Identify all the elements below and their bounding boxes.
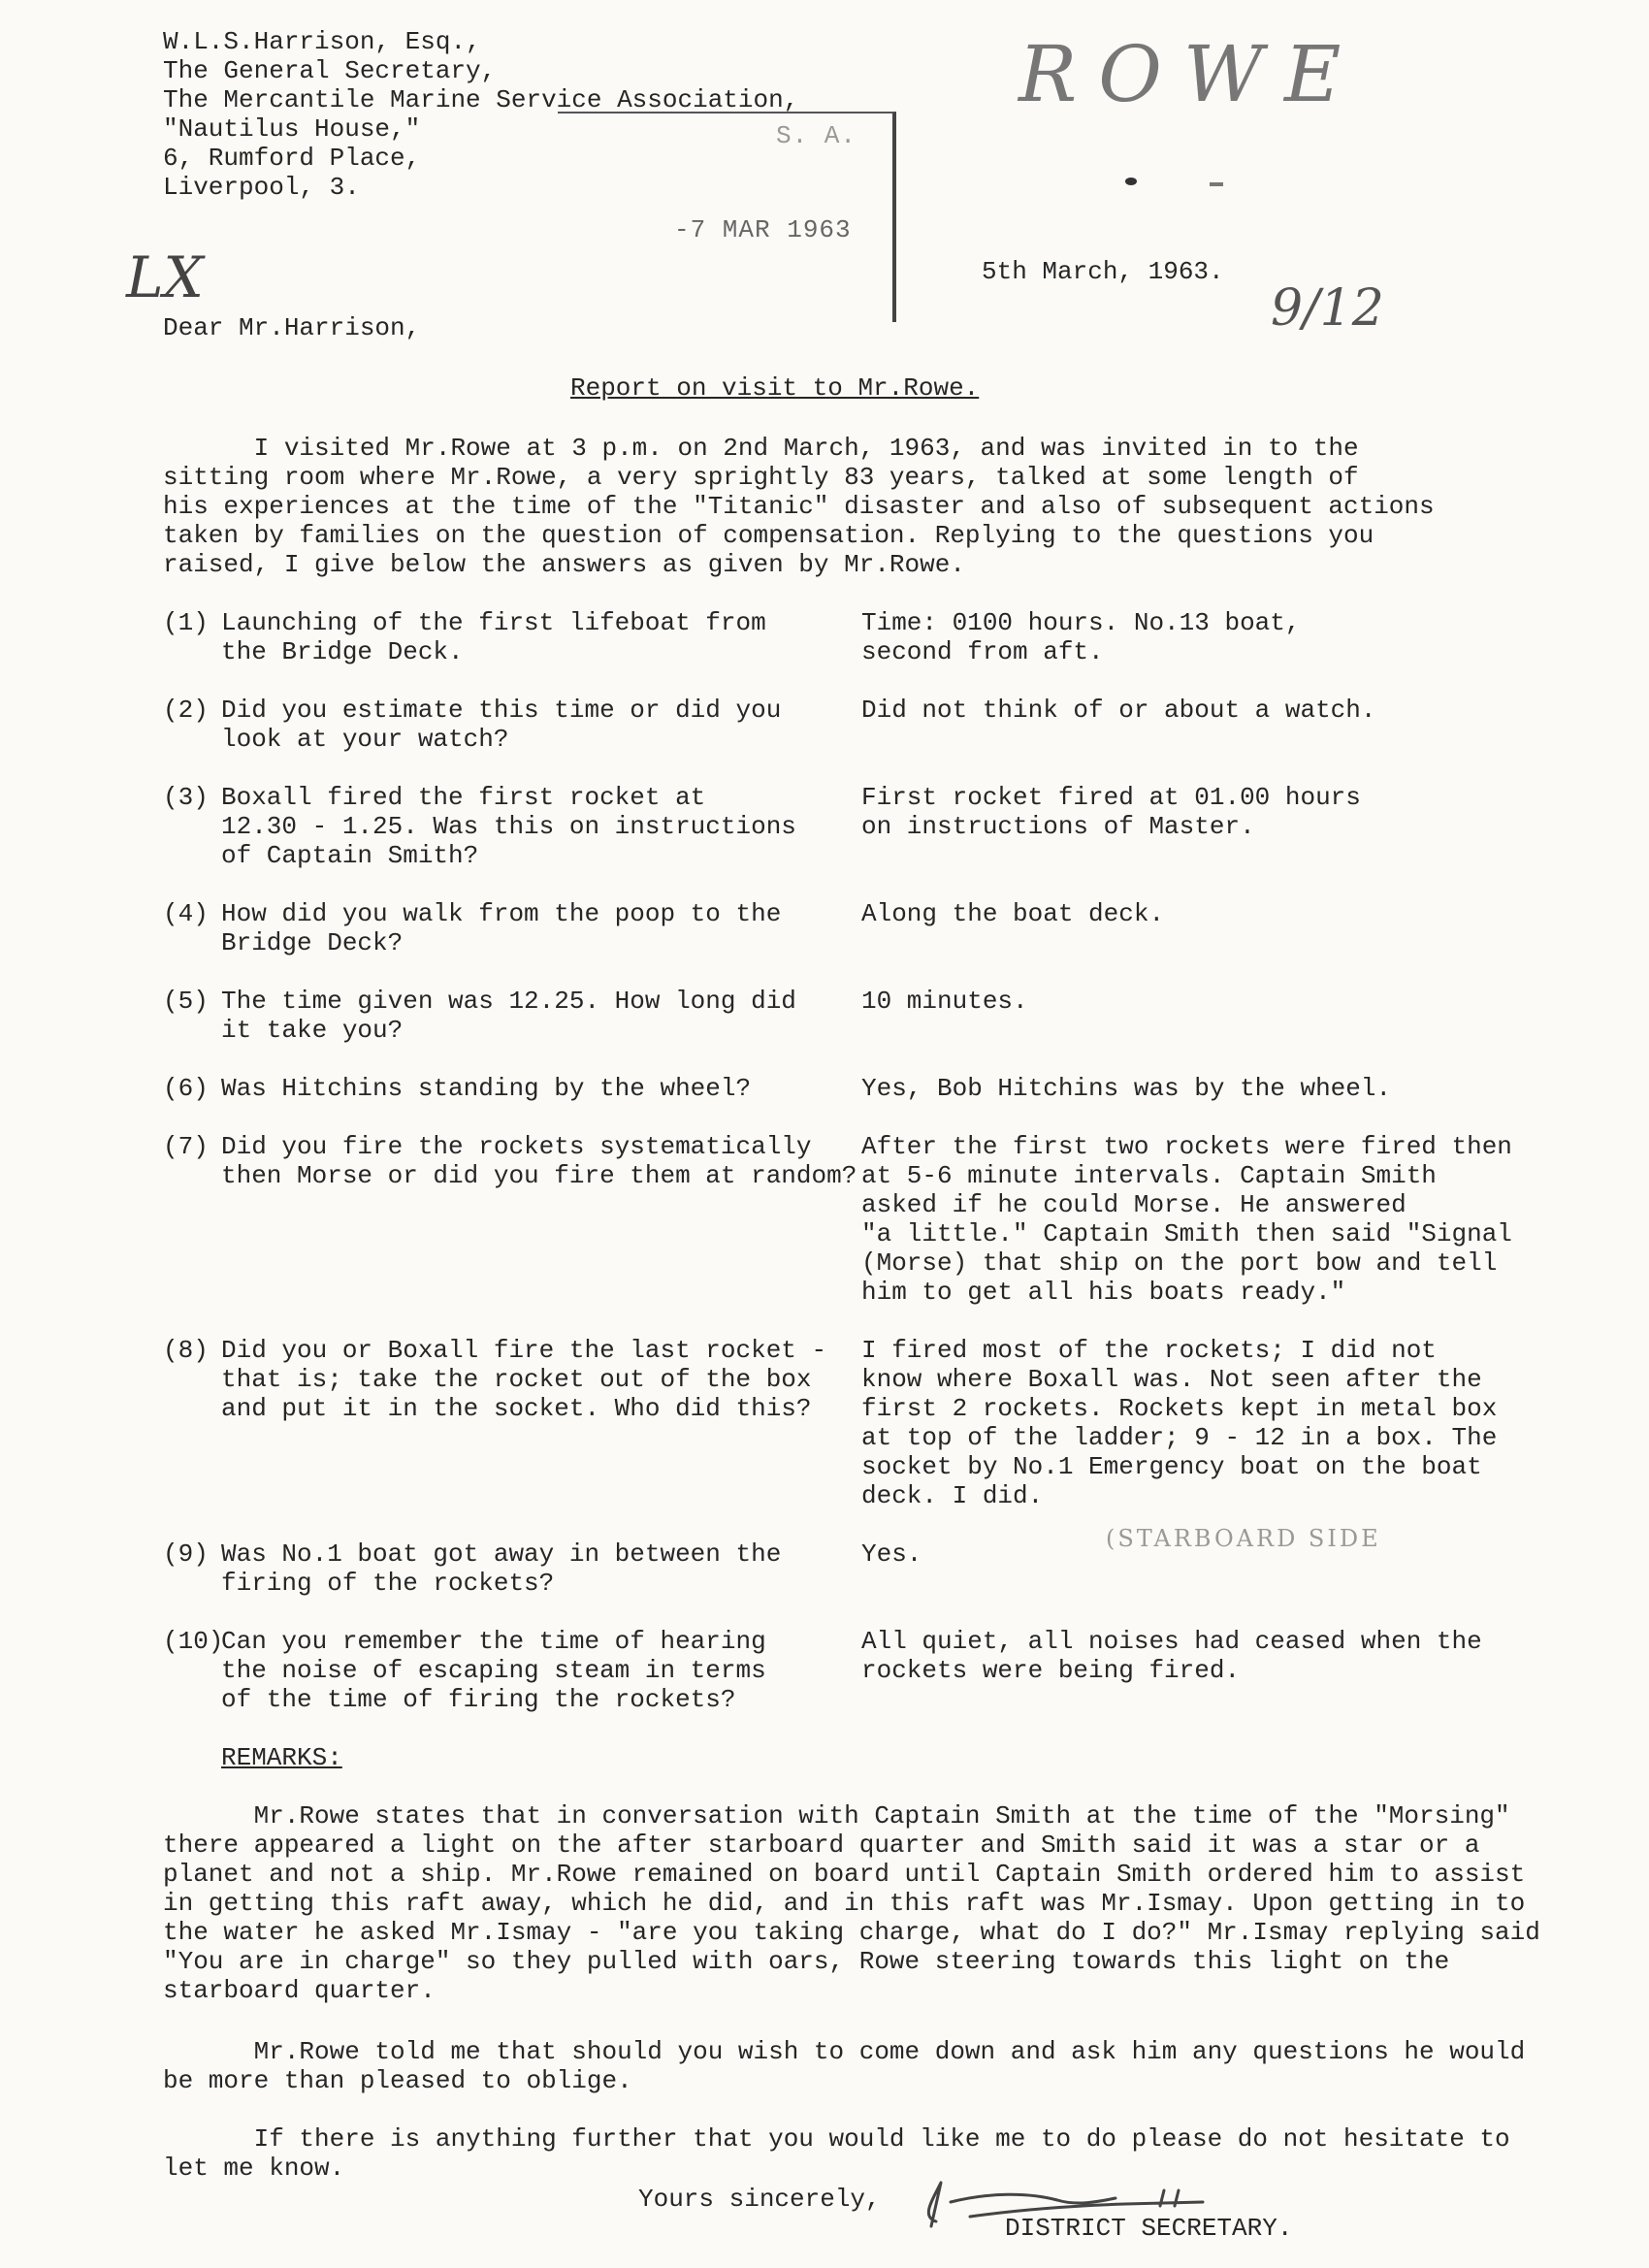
question-text: 12.30 - 1.25. Was this on instructions — [221, 812, 796, 841]
intro-line: I visited Mr.Rowe at 3 p.m. on 2nd March, 1963, and was invited in to the — [163, 434, 1359, 463]
answer-text: 10 minutes. — [861, 987, 1028, 1016]
remarks-line: Mr.Rowe states that in conversation with Captain Smith at the time of the "Morsing" — [163, 1801, 1510, 1831]
question-text: Did you or Boxall fire the last rocket - — [221, 1336, 827, 1365]
question-text: Was No.1 boat got away in between the — [221, 1539, 782, 1569]
answer-text: First rocket fired at 01.00 hours — [861, 783, 1361, 812]
answer-text: at top of the ladder; 9 - 12 in a box. The — [861, 1423, 1498, 1452]
question-text: Was Hitchins standing by the wheel? — [221, 1074, 752, 1103]
address-line: The General Secretary, — [163, 56, 497, 85]
question-text: firing of the rockets? — [221, 1569, 555, 1598]
question-text: the Bridge Deck. — [221, 637, 464, 666]
handwritten-ref: 9/12 — [1271, 279, 1384, 338]
answer-text: on instructions of Master. — [861, 812, 1255, 841]
question-text: Bridge Deck? — [221, 928, 404, 957]
answer-text: deck. I did. — [861, 1481, 1044, 1510]
handwritten-initials: LX — [126, 244, 204, 310]
answer-text: After the first two rockets were fired then — [861, 1132, 1512, 1161]
address-line: "Nautilus House," — [163, 114, 421, 144]
address-line: 6, Rumford Place, — [163, 144, 421, 173]
signatory-title: DISTRICT SECRETARY. — [1005, 2214, 1293, 2243]
answer-text: at 5-6 minute intervals. Captain Smith — [861, 1161, 1437, 1190]
answer-text: know where Boxall was. Not seen after the — [861, 1365, 1482, 1394]
question-text: of the time of firing the rockets? — [221, 1685, 736, 1714]
answer-text: him to get all his boats ready." — [861, 1278, 1346, 1307]
question-number: (1) — [163, 608, 209, 637]
question-number: (8) — [163, 1336, 209, 1365]
stamp-partial-text: S. A. — [776, 121, 857, 150]
answer-text: Time: 0100 hours. No.13 boat, — [861, 608, 1301, 637]
letter-date: 5th March, 1963. — [982, 257, 1224, 286]
answer-text: "a little." Captain Smith then said "Signal — [861, 1219, 1512, 1248]
remarks-line: planet and not a ship. Mr.Rowe remained on board until Captain Smith ordered him to assist — [163, 1860, 1526, 1889]
closing: Yours sincerely, — [638, 2185, 881, 2214]
stamp-date: -7 MAR 1963 — [674, 215, 852, 244]
question-text: look at your watch? — [221, 725, 509, 754]
answer-text: asked if he could Morse. He answered — [861, 1190, 1406, 1219]
remarks-line: in getting this raft away, which he did, and in this raft was Mr.Ismay. Upon getting in to — [163, 1889, 1526, 1918]
intro-line: sitting room where Mr.Rowe, a very sprightly 83 years, talked at some length of — [163, 463, 1359, 492]
question-number: (5) — [163, 987, 209, 1016]
question-number: (7) — [163, 1132, 209, 1161]
intro-line: taken by families on the question of compensation. Replying to the questions you — [163, 521, 1374, 550]
address-line: W.L.S.Harrison, Esq., — [163, 27, 481, 56]
answer-text: socket by No.1 Emergency boat on the boat — [861, 1452, 1482, 1481]
remarks-line: the water he asked Mr.Ismay - "are you taking charge, what do I do?" Mr.Ismay replying said — [163, 1918, 1540, 1947]
question-text: Did you fire the rockets systematically — [221, 1132, 812, 1161]
answer-text: All quiet, all noises had ceased when the — [861, 1627, 1482, 1656]
question-number: (9) — [163, 1539, 209, 1569]
question-text: then Morse or did you fire them at random? — [221, 1161, 857, 1190]
answer-text: second from aft. — [861, 637, 1104, 666]
intro-line: his experiences at the time of the "Titanic" disaster and also of subsequent actions — [163, 492, 1435, 521]
question-number: (6) — [163, 1074, 209, 1103]
paragraph-line: be more than pleased to oblige. — [163, 2066, 632, 2095]
answer-text: rockets were being fired. — [861, 1656, 1241, 1685]
paragraph-line: Mr.Rowe told me that should you wish to come down and ask him any questions he would — [163, 2037, 1526, 2066]
question-number: (2) — [163, 696, 209, 725]
question-text: that is; take the rocket out of the box — [221, 1365, 812, 1394]
answer-text: first 2 rockets. Rockets kept in metal box — [861, 1394, 1498, 1423]
remarks-line: there appeared a light on the after starboard quarter and Smith said it was a star or a — [163, 1831, 1480, 1860]
intro-line: raised, I give below the answers as given by Mr.Rowe. — [163, 550, 965, 579]
remarks-line: starboard quarter. — [163, 1976, 436, 2005]
question-text: Launching of the first lifeboat from — [221, 608, 766, 637]
paragraph-line: let me know. — [163, 2154, 345, 2183]
question-text: the noise of escaping steam in terms — [221, 1656, 766, 1685]
answer-text: Yes, Bob Hitchins was by the wheel. — [861, 1074, 1392, 1103]
answer-text: (Morse) that ship on the port bow and tell — [861, 1248, 1498, 1278]
question-text: Boxall fired the first rocket at — [221, 783, 706, 812]
address-line: Liverpool, 3. — [163, 173, 360, 202]
question-number: (4) — [163, 899, 209, 928]
remarks-heading: REMARKS: — [221, 1743, 342, 1772]
paragraph-line: If there is anything further that you would like me to do please do not hesitate to — [163, 2124, 1510, 2154]
question-text: How did you walk from the poop to the — [221, 899, 782, 928]
question-text: Did you estimate this time or did you — [221, 696, 782, 725]
question-text: Can you remember the time of hearing — [221, 1627, 766, 1656]
question-text: and put it in the socket. Who did this? — [221, 1394, 812, 1423]
answer-text: I fired most of the rockets; I did not — [861, 1336, 1437, 1365]
answer-text: Did not think of or about a watch. — [861, 696, 1376, 725]
question-number: (10) — [163, 1627, 224, 1656]
handwritten-name: ROWE — [1018, 29, 1363, 119]
question-text: The time given was 12.25. How long did — [221, 987, 796, 1016]
question-text: of Captain Smith? — [221, 841, 479, 870]
handwritten-margin-note: (STARBOARD SIDE — [1106, 1525, 1381, 1552]
ink-mark — [1210, 182, 1223, 186]
salutation: Dear Mr.Harrison, — [163, 313, 421, 342]
remarks-line: "You are in charge" so they pulled with oars, Rowe steering towards this light on the — [163, 1947, 1450, 1976]
answer-text: Yes. — [861, 1539, 922, 1569]
question-number: (3) — [163, 783, 209, 812]
answer-text: Along the boat deck. — [861, 899, 1165, 928]
subject-heading: Report on visit to Mr.Rowe. — [570, 373, 980, 403]
question-text: it take you? — [221, 1016, 404, 1045]
address-line: The Mercantile Marine Service Association, — [163, 85, 799, 114]
ink-dot — [1125, 178, 1137, 185]
